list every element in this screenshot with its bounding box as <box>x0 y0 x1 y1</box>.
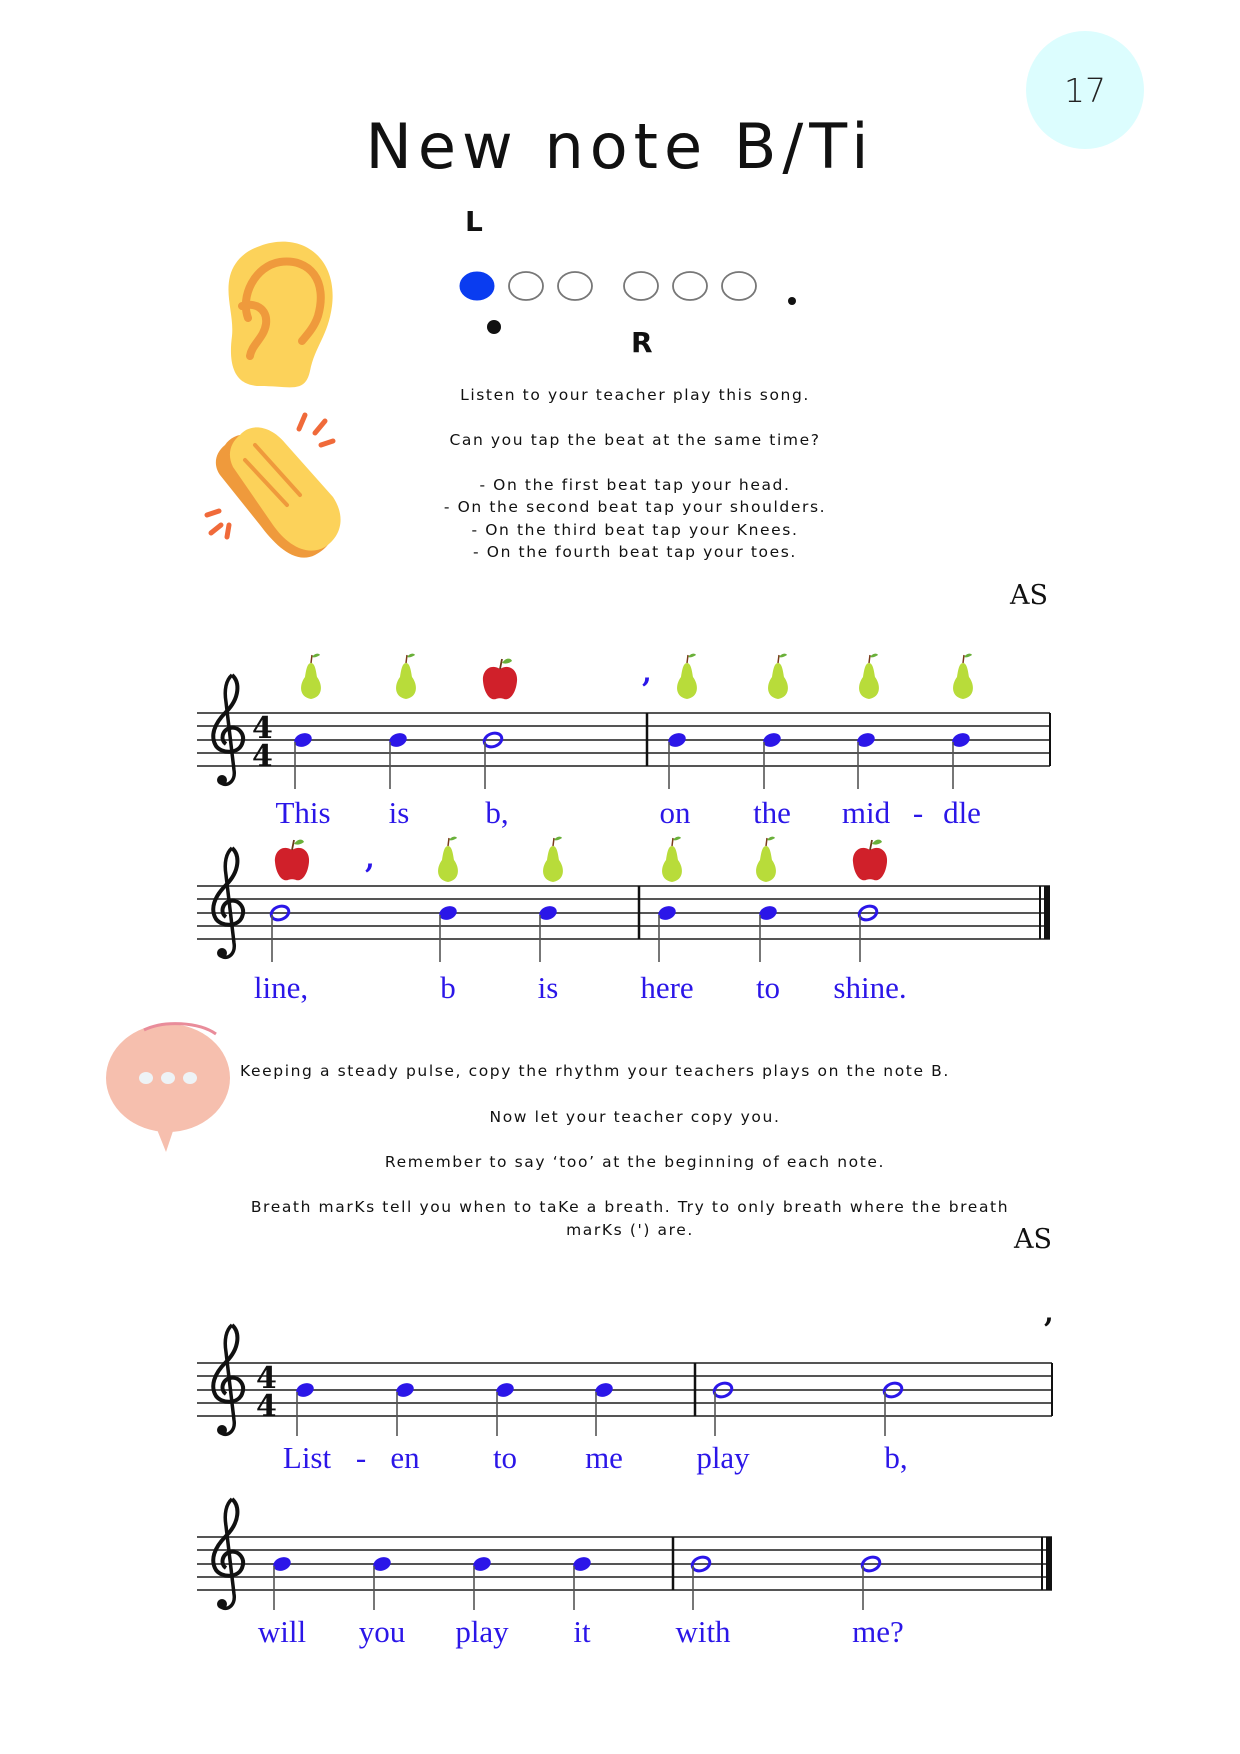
page-number: 17 <box>1064 70 1106 110</box>
lyric: me <box>585 1440 623 1475</box>
treble-clef-icon <box>213 1325 243 1435</box>
pear-icon <box>301 654 321 699</box>
song1-system-1 <box>197 654 1050 789</box>
bullet-second-beat: - On the second beat tap your shoulders. <box>443 498 827 516</box>
lyric: is <box>388 795 410 830</box>
song1-credit: AS <box>1010 580 1048 611</box>
treble-clef-icon <box>213 848 243 958</box>
lyric-hyphen: - <box>355 1440 367 1475</box>
instruction-tap-beat: Can you tap the beat at the same time? <box>449 431 821 449</box>
song2-system-2 <box>197 1499 1052 1610</box>
pear-icon <box>768 654 788 699</box>
page-title: New note B/Ti <box>365 110 875 183</box>
breath-mark-icon: , <box>365 842 375 875</box>
lyric: b <box>440 970 456 1005</box>
bullet-fourth-beat: - On the fourth beat tap your toes. <box>473 543 797 561</box>
lyric: List <box>282 1440 332 1475</box>
breath-mark-icon: , <box>642 656 652 689</box>
lyric: play <box>455 1614 509 1649</box>
time-sig-top: 4 <box>256 1361 277 1396</box>
lyric: on <box>659 795 691 830</box>
pear-icon <box>756 837 776 882</box>
instruction-breath-marks-2: marKs (') are. <box>566 1221 694 1239</box>
lyric-hyphen: - <box>912 795 924 830</box>
lyric: to <box>755 970 781 1005</box>
lyric: This <box>275 795 331 830</box>
apple-icon <box>483 659 517 700</box>
pear-icon <box>438 837 458 882</box>
time-sig-bottom: 4 <box>252 739 273 774</box>
lyric: me? <box>852 1614 904 1649</box>
lyric: en <box>390 1440 420 1475</box>
lyric: you <box>358 1614 406 1649</box>
right-hand-label: R <box>631 326 653 359</box>
lyric: it <box>573 1614 591 1649</box>
left-hand-label: L <box>465 205 483 238</box>
lyric: b, <box>884 1440 908 1475</box>
lyric: is <box>537 970 559 1005</box>
pear-icon <box>543 837 563 882</box>
song2-credit: AS <box>1014 1224 1052 1255</box>
instruction-steady-pulse: Keeping a steady pulse, copy the rhythm your teachers plays on the note B. <box>240 1062 950 1080</box>
lyric: shine. <box>833 970 907 1005</box>
lyric: dle <box>943 795 981 830</box>
treble-clef-icon <box>213 675 243 785</box>
pear-icon <box>396 654 416 699</box>
song1-system-2 <box>197 837 1050 962</box>
bullet-third-beat: - On the third beat tap your Knees. <box>471 521 799 539</box>
instruction-say-too: Remember to say ‘too’ at the beginning of each note. <box>384 1153 886 1171</box>
lyric: b, <box>485 795 509 830</box>
lyric: here <box>640 970 694 1005</box>
instruction-breath-marks: Breath marKs tell you when to taKe a breath. Try to only breath where the breath <box>250 1198 1010 1216</box>
instruction-listen: Listen to your teacher play this song. <box>460 386 810 404</box>
breath-mark-icon: , <box>1044 1296 1054 1329</box>
pear-icon <box>953 654 973 699</box>
lyric: will <box>257 1614 307 1649</box>
instruction-teacher-copy: Now let your teacher copy you. <box>489 1108 781 1126</box>
song2-system-1 <box>197 1296 1054 1436</box>
time-sig-top: 4 <box>252 711 273 746</box>
time-sig-bottom: 4 <box>256 1389 277 1424</box>
lyric: the <box>753 795 791 830</box>
bullet-first-beat: - On the first beat tap your head. <box>479 476 791 494</box>
lyric: play <box>696 1440 750 1475</box>
lyric: mid <box>841 795 891 830</box>
pear-icon <box>662 837 682 882</box>
apple-icon <box>275 840 309 881</box>
treble-clef-icon <box>213 1499 243 1609</box>
lyric: with <box>675 1614 731 1649</box>
lyric: to <box>492 1440 518 1475</box>
pear-icon <box>859 654 879 699</box>
apple-icon <box>853 840 887 881</box>
pear-icon <box>677 654 697 699</box>
lyric: line, <box>253 970 309 1005</box>
